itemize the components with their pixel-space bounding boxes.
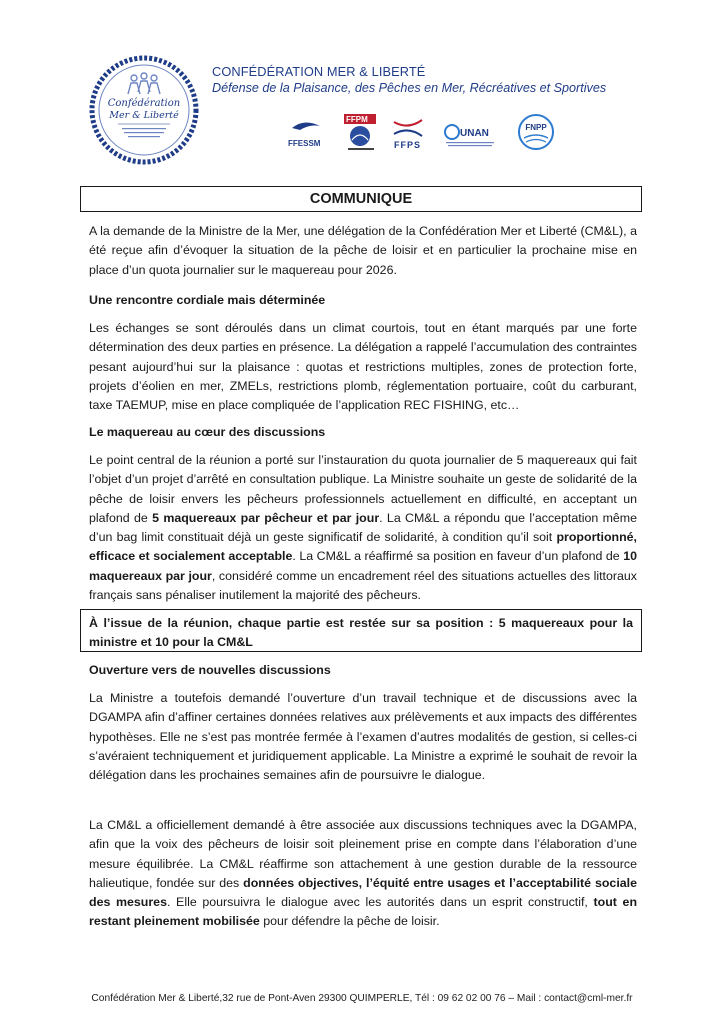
- partner-logos: [282, 108, 582, 156]
- section-heading-maquereau: Le maquereau au cœur des discussions: [89, 425, 326, 439]
- bold-mobilisee: tout en restant pleinement mobilisée: [89, 895, 638, 929]
- section-body-rencontre: Les échanges se sont déroulés dans un climat courtois, tout en étant marqués par une forte détermination des deux parties en présence. La délégation a rappelé l’accumulation des contraintes pesant aujourd’hui sur la plaisance : quotas et restrictions multiples, zones de protection forte, projets d’éolien en mer, ZMELs, restrictions plomb, réglementation portuaire, coût du carburant, taxe TAEMUP, mise en place compliquée de l’application REC FISHING, etc…: [89, 321, 637, 413]
- section-heading-ouverture: Ouverture vers de nouvelles discussions: [89, 663, 331, 677]
- ffps-logo: [394, 120, 422, 150]
- page-footer: Confédération Mer & Liberté,32 rue de Pont-Aven 29300 QUIMPERLE, Tél : 09 62 02 00 76 – Mail : contact@cml-mer.fr: [91, 993, 633, 1004]
- org-tagline: Défense de la Plaisance, des Pêches en Mer, Récréatives et Sportives: [212, 81, 607, 95]
- text-run: . Elle poursuivra le dialogue avec les autorités dans un esprit constructif,: [166, 895, 594, 910]
- section-heading-rencontre: Une rencontre cordiale mais déterminée: [89, 293, 326, 307]
- fnpp-logo: [519, 115, 553, 149]
- confederation-logo: [88, 54, 200, 166]
- bold-quota-ministre: 5 maquereaux par pêcheur et par jour: [152, 510, 380, 525]
- bold-principles: données objectives, l’équité entre usages et l’acceptabilité sociale des mesures: [89, 875, 637, 910]
- fnpp-label: FNPP: [525, 123, 547, 132]
- document-title: COMMUNIQUE: [80, 186, 642, 212]
- bold-quota-cml: 10 maquereaux par jour: [89, 549, 637, 583]
- ffessm-logo: [288, 122, 321, 148]
- org-name: CONFÉDÉRATION MER & LIBERTÉ: [212, 64, 426, 79]
- logo-text-line1: Confédération: [107, 98, 181, 109]
- ffpm-label: FFPM: [346, 115, 368, 124]
- section-body-maquereau: [89, 451, 637, 605]
- intro-paragraph: A la demande de la Ministre de la Mer, une délégation de la Confédération Mer et Liberté (CM&L), a été reçue afin d’évoquer la situation de la pêche de loisir et en particulier la prochaine mise en place d’un quota journalier sur le maquereau pour 2026.: [89, 224, 637, 277]
- unan-label: UNAN: [460, 128, 489, 139]
- text-run: . La CM&L a répondu que l’acceptation même d’un bag limit constituait déjà un geste significatif de solidarité, à condition qu’il soit: [89, 510, 637, 545]
- logo-text-line2: Mer & Liberté: [109, 110, 179, 121]
- text-run: La CM&L a officiellement demandé à être associée aux discussions techniques avec la DGAMPA, afin que la voix des pêcheurs de loisir soit pleinement prise en compte dans l’élaboration d’une mesure équilibrée. La CM&L réaffirme son attachement à une gestion durable de la ressource halieutique, fondée sur des: [89, 818, 637, 890]
- conclusion-box: À l’issue de la réunion, chaque partie est restée sur sa position : 5 maquereaux pour la ministre et 10 pour la CM&L: [80, 609, 642, 652]
- text-run: Le point central de la réunion a porté sur l’instauration du quota journalier de 5 maquereaux qui fait l’objet d’un projet d’arrêté en consultation publique. La Ministre souhaite un geste de solidarité de la pêche de loisir envers les pêcheurs professionnels actuellement en difficulté, en acceptant un plafond de: [89, 453, 637, 525]
- ffpm-logo: [344, 114, 376, 150]
- ffessm-label: FFESSM: [288, 139, 321, 148]
- closing-paragraph: [89, 816, 637, 932]
- unan-logo: [445, 125, 494, 146]
- text-run: . La CM&L a réaffirmé sa position en faveur d’un plafond de: [292, 549, 624, 564]
- text-run: pour défendre la pêche de loisir.: [259, 914, 440, 929]
- section-body-ouverture: La Ministre a toutefois demandé l’ouverture d’un travail technique et de discussions avec la DGAMPA afin d’affiner certaines données relatives aux prélèvements et aux impacts des différentes hypothèses. Elle ne s’est pas montrée fermée à l’examen d’autres modalités de gestion, si celles-ci s’avéraient techniquement et juridiquement applicable. La Ministre a exprimé le souhait de revoir la délégation dans les prochaines semaines afin de poursuivre le dialogue.: [89, 691, 637, 783]
- text-run: , considéré comme un encadrement réel des situations actuelles des littoraux français sans pénaliser inutilement la majorité des pêcheurs.: [89, 568, 637, 603]
- bold-conditions: proportionné, efficace et socialement acceptable: [89, 530, 637, 564]
- ffps-label: FFPS: [394, 140, 422, 150]
